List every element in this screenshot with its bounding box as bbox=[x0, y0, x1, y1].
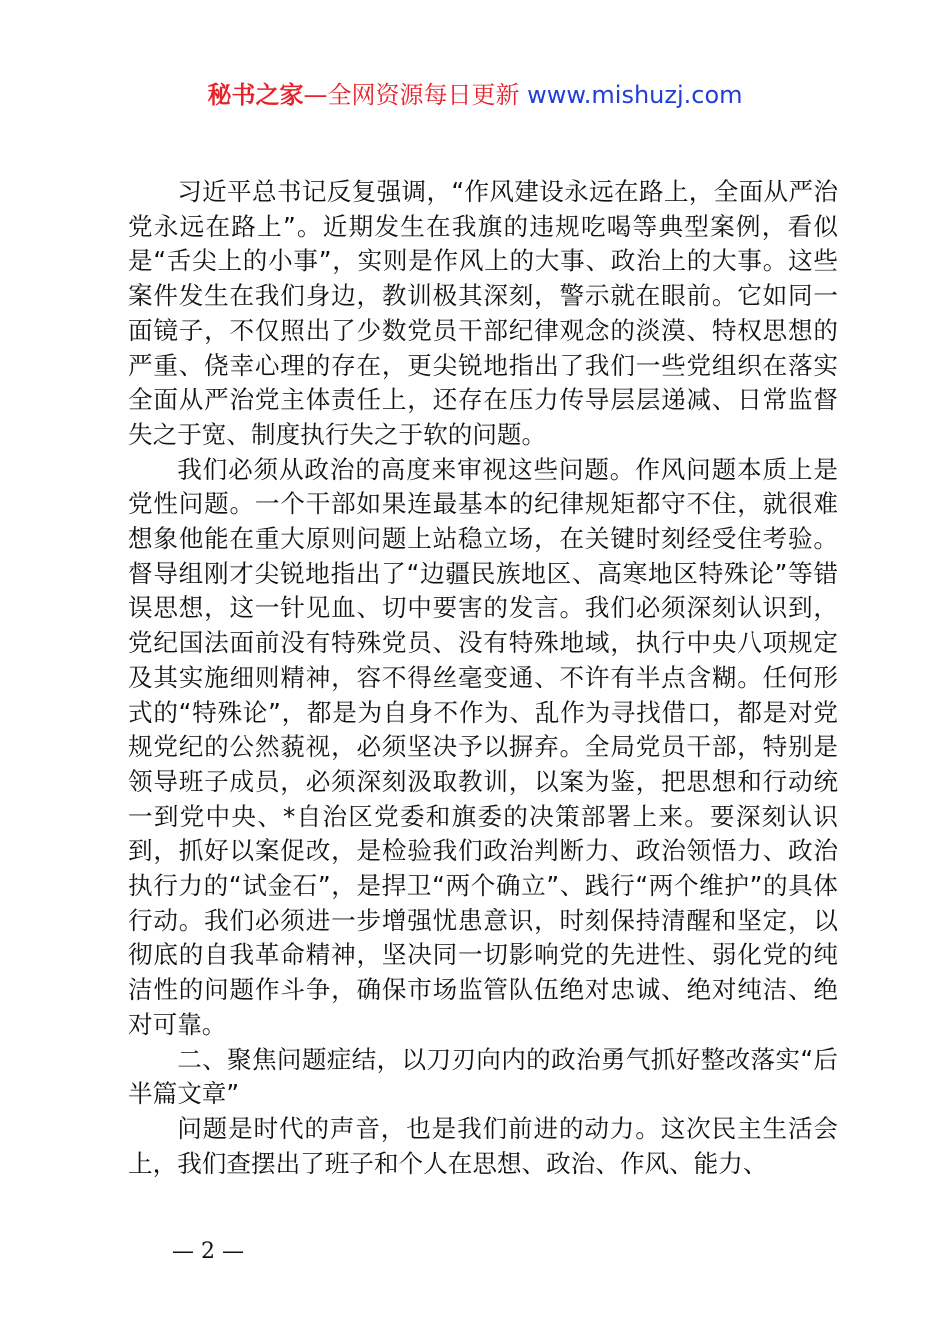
paragraph: 问题是时代的声音，也是我们前进的动力。这次民主生活会上，我们查摆出了班子和个人在思想、政治、作风、能力、 bbox=[128, 1113, 838, 1178]
page-number: — 2 — bbox=[172, 1239, 244, 1264]
paragraph: 我们必须从政治的高度来审视这些问题。作风问题本质上是党性问题。一个干部如果连最基本的纪律规矩都守不住，就很难想象他能在重大原则问题上站稳立场，在关键时刻经受住考验。督导组刚才尖锐地指出了“边疆民族地区、高寒地区特殊论”等错误思想，这一针见血、切中要害的发言。我们必须深刻认识到，党纪国法面前没有特殊党员、没有特殊地域，执行中央八项规定及其实施细则精神，容不得丝毫变通、不许有半点含糊。任何形式的“特殊论”，都是为自身不作为、乱作为寻找借口，都是对党规党纪的公然藐视，必须坚决予以摒弃。全局党员干部，特别是领导班子成员，必须深刻汲取教训，以案为鉴，把思想和行动统一到党中央、*自治区党委和旗委的决策部署上来。要深刻认识到，抓好以案促改，是检验我们政治判断力、政治领悟力、政治执行力的“试金石”，是捍卫“两个确立”、践行“两个维护”的具体行动。我们必须进一步增强忧患意识，时刻保持清醒和坚定，以彻底的自我革命精神，坚决同一切影响党的先进性、弱化党的纯洁性的问题作斗争，确保市场监管队伍绝对忠诚、绝对纯洁、绝对可靠。 bbox=[128, 454, 838, 1039]
document-body bbox=[128, 175, 838, 1181]
site-brand: 秘书之家 bbox=[207, 81, 304, 109]
section-heading: 二、聚焦问题症结，以刀刃向内的政治勇气抓好整改落实“后半篇文章” bbox=[128, 1044, 838, 1109]
site-header bbox=[0, 78, 950, 112]
paragraph: 习近平总书记反复强调，“作风建设永远在路上，全面从严治党永远在路上”。近期发生在我旗的违规吃喝等典型案例，看似是“舌尖上的小事”，实则是作风上的大事、政治上的大事。这些案件发生在我们身边，教训极其深刻，警示就在眼前。它如同一面镜子，不仅照出了少数党员干部纪律观念的淡漠、特权思想的严重、侥幸心理的存在，更尖锐地指出了我们一些党组织在落实全面从严治党主体责任上，还存在压力传导层层递减、日常监督失之于宽、制度执行失之于软的问题。 bbox=[128, 177, 838, 449]
site-tagline: —全网资源每日更新 bbox=[303, 81, 520, 109]
site-url-link[interactable]: www.mishuzj.com bbox=[527, 81, 743, 109]
